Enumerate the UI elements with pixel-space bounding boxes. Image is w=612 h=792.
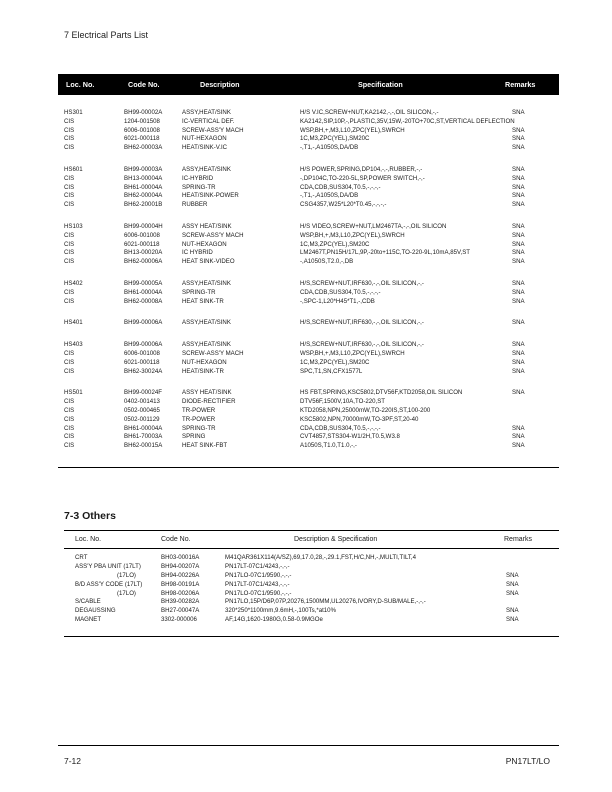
loc-cell: CIS <box>64 201 75 209</box>
code-cell: BH99-00006A <box>124 341 163 349</box>
description-cell: HEAT SINK-VIDEO <box>182 258 235 266</box>
others-col-spec-header: Description & Specification <box>294 536 378 543</box>
table-row <box>58 166 559 175</box>
remarks-cell: SNA <box>512 126 525 134</box>
page-header-title: 7 Electrical Parts List <box>64 30 149 40</box>
remarks-cell: SNA <box>512 367 525 375</box>
remarks-cell: SNA <box>506 571 519 579</box>
description-cell: TR-POWER <box>182 415 216 423</box>
code-cell: BH61-70003A <box>124 433 163 441</box>
table-row <box>58 425 559 434</box>
specification-cell: 1C,M3,ZPC(YEL),SM20C <box>300 240 370 248</box>
loc-cell: HS401 <box>64 319 83 327</box>
specification-cell: PN17LO-07C1/9590,-,-,- <box>225 589 292 597</box>
specification-cell: A1050S,T1.0,T1.0,-,- <box>300 442 357 450</box>
code-cell: BH62-00015A <box>124 442 163 450</box>
table-row <box>58 442 559 451</box>
others-table-header <box>64 531 559 549</box>
code-cell: BH98-00191A <box>161 580 200 588</box>
parts-table <box>58 74 559 451</box>
table-row <box>64 590 559 599</box>
loc-cell: HS103 <box>64 222 83 230</box>
specification-cell: -,A1050S,T2.0,-,DB <box>300 258 354 266</box>
loc-cell: CIS <box>64 433 75 441</box>
remarks-cell: SNA <box>506 589 519 597</box>
specification-cell: PN17LT-07C1/4243,-,-,- <box>225 580 290 588</box>
description-cell: ASSY HEAT/SINK <box>182 222 232 230</box>
others-col-loc-header: Loc. No. <box>75 536 102 543</box>
code-cell: BH61-00004A <box>124 424 163 432</box>
remarks-cell: SNA <box>506 607 519 615</box>
code-cell: BH99-00002A <box>124 109 163 116</box>
table-row <box>58 341 559 350</box>
col-spec-header: Specification <box>358 80 403 89</box>
specification-cell: PN17LO-07C1/9590,-,-,- <box>225 571 292 579</box>
description-cell: IC-HYBRID <box>182 174 214 182</box>
table-row <box>58 184 559 193</box>
loc-cell: (17LO) <box>117 571 136 579</box>
specification-cell: KA2142,SIP,10P,-,PLASTIC,35V,15W,-20TO+70C,ST,VERTICAL DEFLECTION <box>300 117 515 125</box>
description-cell: SPRING <box>182 433 206 441</box>
table-row <box>58 258 559 267</box>
loc-cell: (17LO) <box>117 589 136 597</box>
code-cell: BH03-00016A <box>161 554 200 561</box>
code-cell: BH13-00004A <box>124 174 163 182</box>
specification-cell: KTD2058,NPN,25000mW,TO-220IS,ST,100-200 <box>300 406 431 414</box>
description-cell: ASSY,HEAT/SINK <box>182 165 231 173</box>
loc-cell: CIS <box>64 358 75 366</box>
specification-cell: H/S POWER,SPRING,DP104,-,-,RUBBER,-,- <box>300 165 423 173</box>
description-cell: NUT-HEXAGON <box>182 135 227 143</box>
code-cell: BH62-00006A <box>124 258 163 266</box>
table-row <box>64 581 559 590</box>
specification-cell: 1C,M3,ZPC(YEL),SM20C <box>300 358 370 366</box>
table-bottom-rule <box>58 467 559 468</box>
specification-cell: CDA,CDB,SUS304,T0.5,-,-,-,- <box>300 288 381 296</box>
specification-cell: H/S,SCREW+NUT,IRF630,-,-,OIL SILICON,-,- <box>300 341 424 349</box>
loc-cell: CIS <box>64 406 75 414</box>
specification-cell: LM2467T,PN15H/17L,9P,-20to+115C,TO-220-9L,10mA,85V,ST <box>300 249 470 257</box>
parts-group <box>58 341 559 376</box>
code-cell: 6006-001008 <box>124 126 160 134</box>
loc-cell: CIS <box>64 415 75 423</box>
loc-cell: CRT <box>75 554 88 561</box>
loc-cell: CIS <box>64 117 75 125</box>
loc-cell: CIS <box>64 297 75 305</box>
specification-cell: HS FBT,SPRING,KSC5802,DTV56F,KTD2058,OIL SILICON <box>300 389 463 397</box>
code-cell: 6006-001008 <box>124 349 160 357</box>
table-row <box>64 616 559 625</box>
loc-cell: CIS <box>64 135 75 143</box>
code-cell: 6021-000118 <box>124 135 160 143</box>
specification-cell: H/S VIDEO,SCREW+NUT,LM2467TA,-,-,OIL SILICON <box>300 222 447 230</box>
table-row <box>64 572 559 581</box>
loc-cell: CIS <box>64 183 75 191</box>
table-row <box>64 563 559 572</box>
code-cell: BH99-00004H <box>124 222 163 230</box>
table-row <box>58 249 559 258</box>
specification-cell: SPC,T1,SN,CFX1577L <box>300 367 363 375</box>
loc-cell: CIS <box>64 174 75 182</box>
table-row <box>58 192 559 201</box>
specification-cell: -,T1,-,A1050S,DA/DB <box>300 144 359 152</box>
code-cell: 6021-000118 <box>124 358 160 366</box>
description-cell: TR-POWER <box>182 406 216 414</box>
table-row <box>58 407 559 416</box>
loc-cell: HS601 <box>64 165 83 173</box>
code-cell: 3302-000006 <box>161 616 197 624</box>
remarks-cell: SNA <box>512 297 525 305</box>
description-cell: ASSY,HEAT/SINK <box>182 319 231 327</box>
description-cell: ASSY,HEAT/SINK <box>182 279 231 287</box>
col-remarks-header: Remarks <box>505 80 536 89</box>
parts-group <box>58 166 559 210</box>
parts-group <box>58 319 559 328</box>
description-cell: HEAT/SINK-TR <box>182 367 224 375</box>
table-row <box>64 598 559 607</box>
col-desc-header: Description <box>200 80 240 89</box>
code-cell: 0402-001413 <box>124 398 160 406</box>
table-row <box>58 109 559 118</box>
loc-cell: HS402 <box>64 279 83 287</box>
loc-cell: S/CABLE <box>75 598 101 606</box>
specification-cell: -,SPC-1,L20*H45*T1,-,CDB <box>300 297 375 305</box>
loc-cell: CIS <box>64 288 75 296</box>
table-row <box>58 389 559 398</box>
description-cell: SCREW-ASS'Y MACH <box>182 349 244 357</box>
code-cell: BH98-00206A <box>161 589 200 597</box>
table-row <box>58 298 559 307</box>
loc-cell: CIS <box>64 144 75 152</box>
code-cell: BH61-00004A <box>124 288 163 296</box>
section-title-others: 7-3 Others <box>64 510 116 522</box>
code-cell: BH62-30024A <box>124 367 163 375</box>
table-row <box>58 416 559 425</box>
loc-cell: HS403 <box>64 341 83 349</box>
code-cell: 0502-001129 <box>124 415 160 423</box>
loc-cell: ASS'Y PBA UNIT (17LT) <box>75 562 141 570</box>
loc-cell: CIS <box>64 249 75 257</box>
code-cell: 0502-000465 <box>124 406 160 414</box>
footer-model: PN17LT/LO <box>505 756 550 766</box>
specification-cell: PN17LT-07C1/4243,-,-,- <box>225 562 290 570</box>
description-cell: ASSY,HEAT/SINK <box>182 109 231 116</box>
table-row <box>58 350 559 359</box>
specification-cell: H/S,SCREW+NUT,IRF630,-,-,OIL SILICON,-,- <box>300 279 424 287</box>
loc-cell: MAGNET <box>75 616 102 624</box>
loc-cell: CIS <box>64 240 75 248</box>
table-row <box>58 223 559 232</box>
parts-table-header <box>58 74 559 95</box>
specification-cell: AF,14G,1620-1980G,0.58-0.9MGOe <box>225 616 323 624</box>
specification-cell: WSP,BH,+,M3,L10,ZPC(YEL),SWRCH <box>300 126 405 134</box>
specification-cell: CVT4857,STS304-W1/2H,T0.5,W3.8 <box>300 433 400 441</box>
description-cell: RUBBER <box>182 201 208 209</box>
loc-cell: CIS <box>64 442 75 450</box>
table-row <box>58 175 559 184</box>
table-row <box>58 144 559 153</box>
remarks-cell: SNA <box>512 319 525 327</box>
remarks-cell: SNA <box>512 433 525 441</box>
specification-cell: M41QAR361X114(A/SZ),69,17.0,28,-,29.1,FST,H/C,NH,-,MULTI,TILT,4 <box>225 554 417 561</box>
loc-cell: CIS <box>64 367 75 375</box>
remarks-cell: SNA <box>512 442 525 450</box>
table-row <box>58 201 559 210</box>
description-cell: SPRING-TR <box>182 183 216 191</box>
specification-cell: KSC5802,NPN,70000mW,TO-3PF,ST,20-40 <box>300 415 419 423</box>
remarks-cell: SNA <box>512 279 525 287</box>
parts-group <box>58 223 559 267</box>
col-code-header: Code No. <box>128 80 160 89</box>
remarks-cell: SNA <box>506 580 519 588</box>
specification-cell: WSP,BH,+,M3,L10,ZPC(YEL),SWRCH <box>300 349 405 357</box>
parts-group <box>58 109 559 153</box>
table-row <box>58 289 559 298</box>
remarks-cell: SNA <box>512 349 525 357</box>
loc-cell: HS501 <box>64 389 83 397</box>
parts-group <box>58 389 559 451</box>
remarks-cell: SNA <box>512 258 525 266</box>
description-cell: SPRING-TR <box>182 288 216 296</box>
parts-group <box>58 280 559 306</box>
table-row <box>58 319 559 328</box>
code-cell: BH99-00024F <box>124 389 162 397</box>
remarks-cell: SNA <box>512 240 525 248</box>
code-cell: BH62-20001B <box>124 201 163 209</box>
table-row <box>58 368 559 377</box>
remarks-cell: SNA <box>512 231 525 239</box>
code-cell: BH62-00003A <box>124 144 163 152</box>
table-row <box>64 554 559 563</box>
loc-cell: CIS <box>64 126 75 134</box>
table-row <box>58 135 559 144</box>
loc-cell: B/D ASS'Y CODE (17LT) <box>75 580 143 588</box>
specification-cell: -,DP104C,TO-220-5L,SP,POWER SWITCH,-,- <box>300 174 425 182</box>
parts-table-body <box>58 109 559 451</box>
table-row <box>58 433 559 442</box>
specification-cell: 1C,M3,ZPC(YEL),SM20C <box>300 135 370 143</box>
col-loc-header: Loc. No. <box>66 80 95 89</box>
loc-cell: CIS <box>64 231 75 239</box>
remarks-cell: SNA <box>512 222 525 230</box>
remarks-cell: SNA <box>512 249 525 257</box>
specification-cell: CSG4357,W25*L20*T0.45,-,-,-,- <box>300 201 387 209</box>
others-table <box>64 530 559 637</box>
specification-cell: H/S V.IC,SCREW+NUT,KA2142,-,-,OIL SILICON,-,- <box>300 109 439 116</box>
code-cell: BH61-00004A <box>124 183 163 191</box>
remarks-cell: SNA <box>506 616 519 624</box>
table-row <box>58 127 559 136</box>
description-cell: DIODE-RECTIFIER <box>182 398 236 406</box>
code-cell: BH94-00207A <box>161 562 200 570</box>
loc-cell: HS301 <box>64 109 83 116</box>
table-row <box>58 232 559 241</box>
loc-cell: CIS <box>64 349 75 357</box>
table-row <box>58 241 559 250</box>
remarks-cell: SNA <box>512 144 525 152</box>
loc-cell: DEGAUSSING <box>75 607 116 615</box>
description-cell: HEAT/SINK-POWER <box>182 192 239 200</box>
specification-cell: PN17LO,15P/D6P,07P,20276,1500MM,UL20276,IVORY,D-SUB/MALE,-,-,- <box>225 598 426 606</box>
remarks-cell: SNA <box>512 358 525 366</box>
code-cell: 6006-001008 <box>124 231 160 239</box>
description-cell: HEAT SINK-FBT <box>182 442 228 450</box>
code-cell: BH62-00008A <box>124 297 163 305</box>
table-row <box>58 280 559 289</box>
code-cell: BH94-00226A <box>161 571 200 579</box>
code-cell: BH13-00020A <box>124 249 163 257</box>
remarks-cell: SNA <box>512 183 525 191</box>
description-cell: ASSY HEAT/SINK <box>182 389 232 397</box>
table-row <box>64 607 559 616</box>
remarks-cell: SNA <box>512 341 525 349</box>
description-cell: ASSY,HEAT/SINK <box>182 341 231 349</box>
description-cell: SPRING-TR <box>182 424 216 432</box>
loc-cell: CIS <box>64 398 75 406</box>
code-cell: BH99-00003A <box>124 165 163 173</box>
remarks-cell: SNA <box>512 174 525 182</box>
code-cell: 1204-001508 <box>124 117 160 125</box>
remarks-cell: SNA <box>512 109 525 116</box>
remarks-cell: SNA <box>512 135 525 143</box>
code-cell: BH62-00004A <box>124 192 163 200</box>
others-col-remarks-header: Remarks <box>504 536 533 543</box>
specification-cell: CDA,CDB,SUS304,T0.5,-,-,-,- <box>300 183 381 191</box>
description-cell: NUT-HEXAGON <box>182 358 227 366</box>
remarks-cell: SNA <box>512 288 525 296</box>
description-cell: SCREW-ASS'Y MACH <box>182 126 244 134</box>
loc-cell: CIS <box>64 258 75 266</box>
specification-cell: CDA,CDB,SUS304,T0.5,-,-,-,- <box>300 424 381 432</box>
remarks-cell: SNA <box>512 192 525 200</box>
specification-cell: DTV56F,1500V,10A,TO-220,ST <box>300 398 386 406</box>
loc-cell: CIS <box>64 424 75 432</box>
specification-cell: -,T1,-,A1050S,DA/DB <box>300 192 359 200</box>
code-cell: 6021-000118 <box>124 240 160 248</box>
remarks-cell: SNA <box>512 424 525 432</box>
description-cell: SCREW-ASS'Y MACH <box>182 231 244 239</box>
specification-cell: WSP,BH,+,M3,L10,ZPC(YEL),SWRCH <box>300 231 405 239</box>
description-cell: IC-VERTICAL DEF. <box>182 117 235 125</box>
description-cell: IC HYBRID <box>182 249 213 257</box>
others-table-body <box>64 549 559 625</box>
code-cell: BH39-00282A <box>161 598 200 606</box>
specification-cell: H/S,SCREW+NUT,IRF630,-,-,OIL SILICON,-,- <box>300 319 424 327</box>
footer-rule <box>58 745 559 746</box>
table-row <box>58 398 559 407</box>
remarks-cell: SNA <box>512 165 525 173</box>
description-cell: HEAT/SINK-V.IC <box>182 144 228 152</box>
code-cell: BH99-00005A <box>124 279 163 287</box>
table-row <box>58 359 559 368</box>
others-col-code-header: Code No. <box>161 536 191 543</box>
remarks-cell: SNA <box>512 389 525 397</box>
loc-cell: CIS <box>64 192 75 200</box>
table-row <box>58 118 559 127</box>
description-cell: HEAT SINK-TR <box>182 297 224 305</box>
specification-cell: 320*250*1100mm,9.6mH,-,100Ts,*at10% <box>225 607 336 615</box>
remarks-cell: SNA <box>512 201 525 209</box>
description-cell: NUT-HEXAGON <box>182 240 227 248</box>
footer-page-number: 7-12 <box>64 756 82 766</box>
code-cell: BH27-00047A <box>161 607 200 615</box>
code-cell: BH99-00006A <box>124 319 163 327</box>
